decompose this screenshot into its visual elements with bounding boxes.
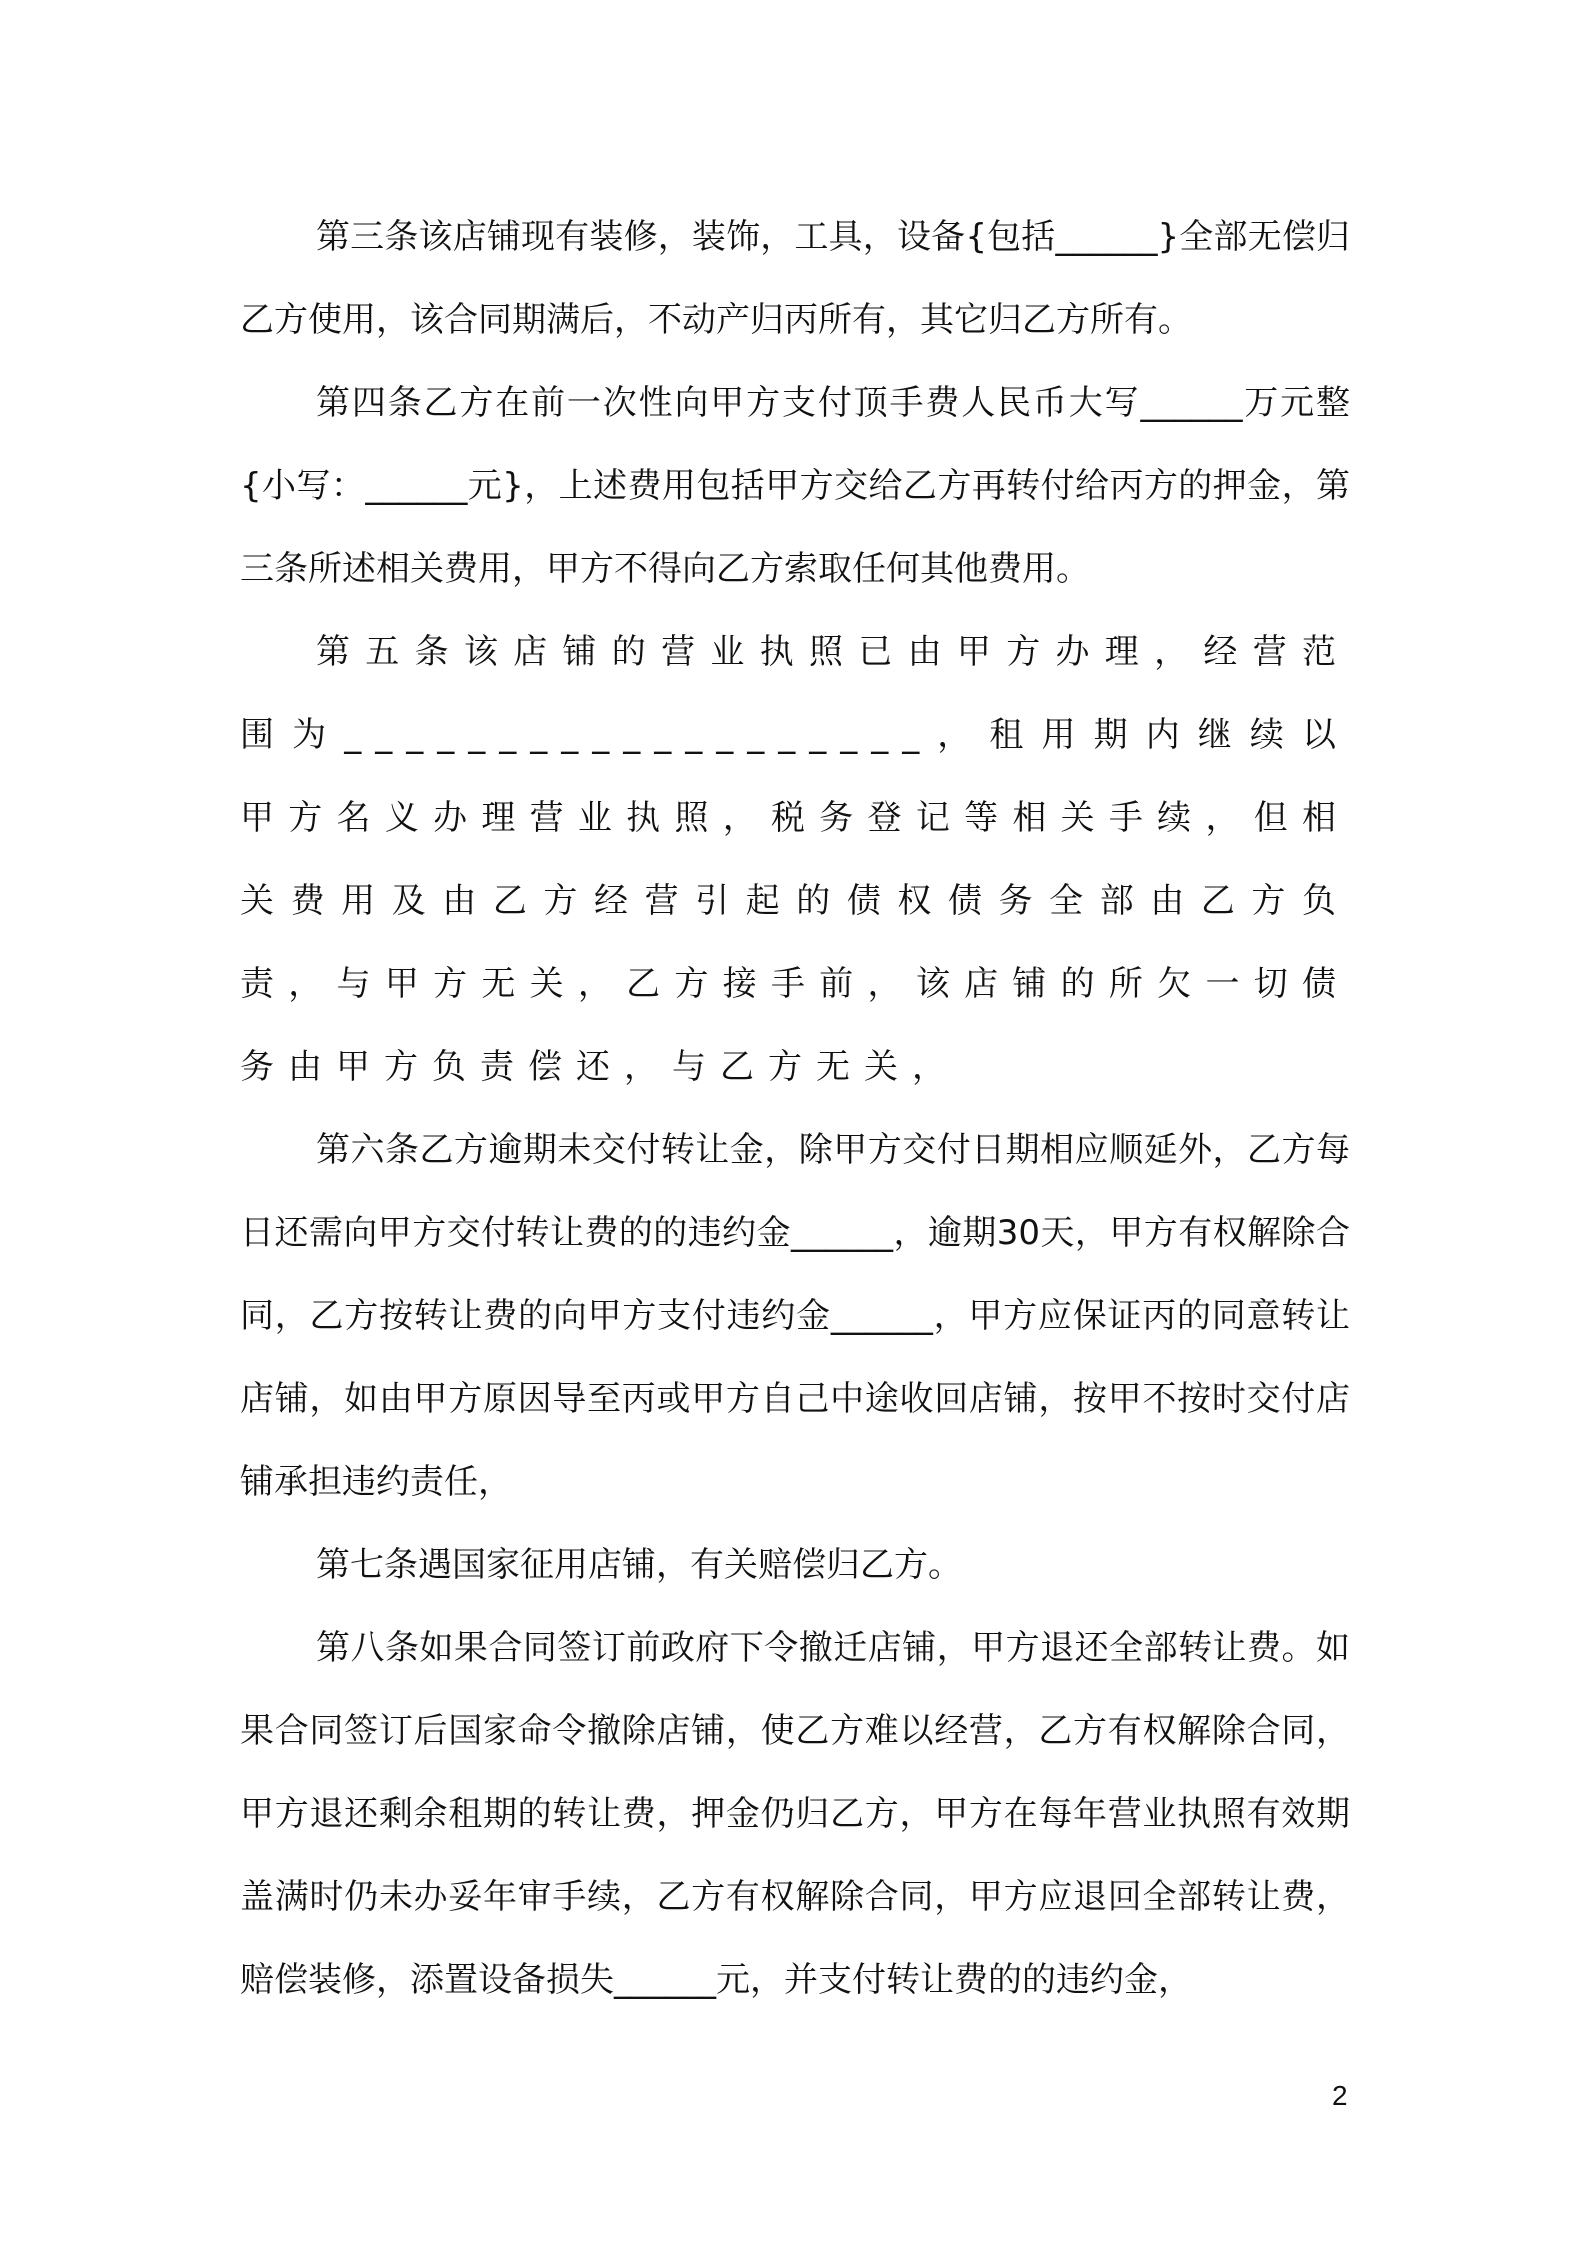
article-6-paragraph: 第六条乙方逾期未交付转让金，除甲方交付日期相应顺延外，乙方每日还需向甲方交付转让费的的违约金______，逾期30天，甲方有权解除合同，乙方按转让费的向甲方支付违约金______，甲方应保证丙的同意转让店铺，如由甲方原因导至丙或甲方自己中途收回店铺，按甲不按时交付店铺承担违约责任， (240, 1130, 1350, 1502)
page-number: 2 (1332, 2080, 1348, 2111)
document-body (240, 196, 1350, 2022)
article-3-paragraph: 第三条该店铺现有装修，装饰，工具，设备{包括______}全部无偿归乙方使用，该合同期满后，不动产归丙所有，其它归乙方所有。 (240, 217, 1350, 340)
article-8-paragraph: 第八条如果合同签订前政府下令撤迁店铺，甲方退还全部转让费。如果合同签订后国家命令撤除店铺，使乙方难以经营，乙方有权解除合同，甲方退还剩余租期的转让费，押金仍归乙方，甲方在每年营业执照有效期盖满时仍未办妥年审手续，乙方有权解除合同，甲方应退回全部转让费，赔偿装修，添置设备损失______元，并支付转让费的的违约金， (240, 1628, 1350, 2000)
article-7-paragraph: 第七条遇国家征用店铺，有关赔偿归乙方。 (316, 1545, 962, 1585)
article-4-paragraph: 第四条乙方在前一次性向甲方支付顶手费人民币大写______万元整{小写：______元}，上述费用包括甲方交给乙方再转付给丙方的押金，第三条所述相关费用，甲方不得向乙方索取任何其他费用。 (240, 383, 1350, 589)
article-5-paragraph: 第五条该店铺的营业执照已由甲方办理，经营范围为___________________，租用期内继续以甲方名义办理营业执照，税务登记等相关手续，但相关费用及由乙方经营引起的债权债务全部由乙方负责，与甲方无关，乙方接手前，该店铺的所欠一切债务由甲方负责偿还，与乙方无关， (240, 632, 1350, 1087)
